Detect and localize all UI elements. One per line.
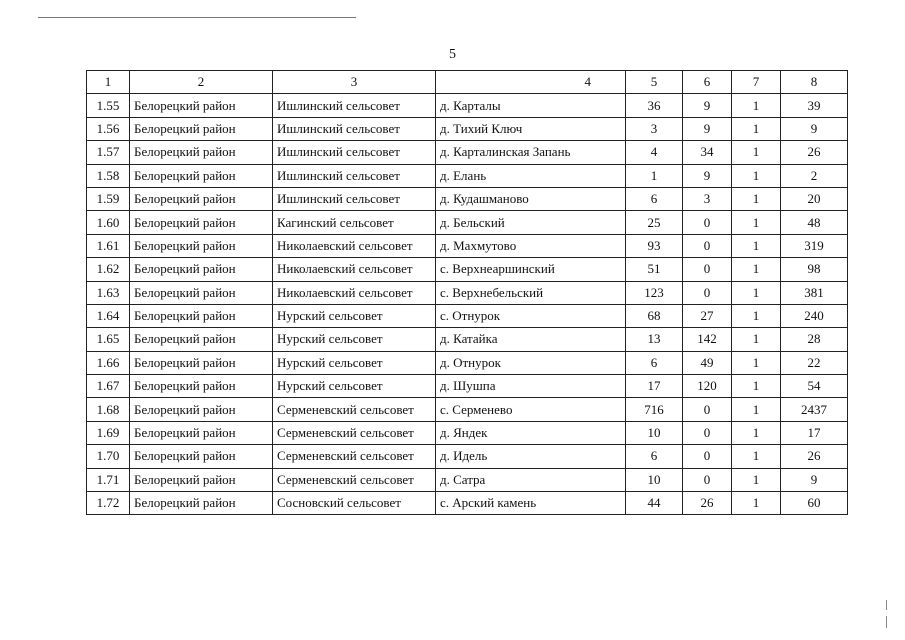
value-col5-cell: 93	[626, 234, 683, 257]
value-col7-cell: 1	[732, 375, 781, 398]
council-cell: Николаевский сельсовет	[273, 234, 436, 257]
district-cell: Белорецкий район	[130, 164, 273, 187]
council-cell: Ишлинский сельсовет	[273, 94, 436, 117]
value-col7-cell: 1	[732, 117, 781, 140]
council-cell: Нурский сельсовет	[273, 328, 436, 351]
district-cell: Белорецкий район	[130, 211, 273, 234]
district-cell: Белорецкий район	[130, 234, 273, 257]
value-col8-cell: 20	[781, 187, 848, 210]
row-number-cell: 1.70	[87, 445, 130, 468]
column-header: 2	[130, 71, 273, 94]
value-col7-cell: 1	[732, 351, 781, 374]
value-col6-cell: 0	[683, 421, 732, 444]
value-col8-cell: 9	[781, 117, 848, 140]
council-cell: Ишлинский сельсовет	[273, 164, 436, 187]
value-col6-cell: 120	[683, 375, 732, 398]
value-col7-cell: 1	[732, 492, 781, 515]
value-col7-cell: 1	[732, 398, 781, 421]
settlement-cell: с. Арский камень	[436, 492, 626, 515]
district-cell: Белорецкий район	[130, 468, 273, 491]
value-col5-cell: 17	[626, 375, 683, 398]
column-header: 4	[436, 71, 626, 94]
value-col6-cell: 0	[683, 445, 732, 468]
value-col5-cell: 716	[626, 398, 683, 421]
value-col6-cell: 0	[683, 468, 732, 491]
council-cell: Николаевский сельсовет	[273, 258, 436, 281]
settlement-cell: с. Серменево	[436, 398, 626, 421]
table-row	[87, 445, 848, 468]
value-col7-cell: 1	[732, 211, 781, 234]
table-row	[87, 468, 848, 491]
district-cell: Белорецкий район	[130, 187, 273, 210]
table-row	[87, 304, 848, 327]
value-col8-cell: 17	[781, 421, 848, 444]
row-number-cell: 1.60	[87, 211, 130, 234]
table-row	[87, 421, 848, 444]
value-col6-cell: 27	[683, 304, 732, 327]
value-col7-cell: 1	[732, 258, 781, 281]
value-col8-cell: 28	[781, 328, 848, 351]
column-header: 3	[273, 71, 436, 94]
district-cell: Белорецкий район	[130, 258, 273, 281]
row-number-cell: 1.55	[87, 94, 130, 117]
column-header: 7	[732, 71, 781, 94]
council-cell: Серменевский сельсовет	[273, 398, 436, 421]
settlement-cell: д. Тихий Ключ	[436, 117, 626, 140]
value-col6-cell: 0	[683, 398, 732, 421]
settlement-cell: д. Сатра	[436, 468, 626, 491]
value-col5-cell: 3	[626, 117, 683, 140]
row-number-cell: 1.72	[87, 492, 130, 515]
table-row	[87, 94, 848, 117]
value-col7-cell: 1	[732, 141, 781, 164]
value-col8-cell: 240	[781, 304, 848, 327]
row-number-cell: 1.67	[87, 375, 130, 398]
value-col7-cell: 1	[732, 281, 781, 304]
district-cell: Белорецкий район	[130, 304, 273, 327]
settlement-cell: д. Махмутово	[436, 234, 626, 257]
district-cell: Белорецкий район	[130, 492, 273, 515]
value-col6-cell: 9	[683, 94, 732, 117]
value-col7-cell: 1	[732, 328, 781, 351]
row-number-cell: 1.64	[87, 304, 130, 327]
settlement-cell: д. Елань	[436, 164, 626, 187]
district-cell: Белорецкий район	[130, 328, 273, 351]
scan-edge-mark	[886, 616, 887, 628]
value-col6-cell: 34	[683, 141, 732, 164]
value-col8-cell: 39	[781, 94, 848, 117]
value-col6-cell: 0	[683, 281, 732, 304]
table-row	[87, 164, 848, 187]
value-col7-cell: 1	[732, 94, 781, 117]
settlement-cell: с. Верхнебельский	[436, 281, 626, 304]
table-body	[87, 94, 848, 515]
value-col8-cell: 2437	[781, 398, 848, 421]
row-number-cell: 1.68	[87, 398, 130, 421]
value-col8-cell: 22	[781, 351, 848, 374]
council-cell: Серменевский сельсовет	[273, 468, 436, 491]
district-cell: Белорецкий район	[130, 375, 273, 398]
settlement-cell: с. Отнурок	[436, 304, 626, 327]
settlement-cell: д. Кудашманово	[436, 187, 626, 210]
value-col8-cell: 26	[781, 141, 848, 164]
table-row	[87, 211, 848, 234]
council-cell: Серменевский сельсовет	[273, 445, 436, 468]
table-row	[87, 141, 848, 164]
table-row	[87, 492, 848, 515]
settlement-table	[86, 70, 848, 515]
page-number: 5	[449, 47, 456, 62]
row-number-cell: 1.66	[87, 351, 130, 374]
row-number-cell: 1.59	[87, 187, 130, 210]
column-header: 1	[87, 71, 130, 94]
row-number-cell: 1.71	[87, 468, 130, 491]
row-number-cell: 1.63	[87, 281, 130, 304]
value-col7-cell: 1	[732, 468, 781, 491]
district-cell: Белорецкий район	[130, 351, 273, 374]
value-col5-cell: 25	[626, 211, 683, 234]
district-cell: Белорецкий район	[130, 117, 273, 140]
table-row	[87, 234, 848, 257]
value-col6-cell: 26	[683, 492, 732, 515]
table-row	[87, 375, 848, 398]
value-col6-cell: 49	[683, 351, 732, 374]
district-cell: Белорецкий район	[130, 94, 273, 117]
district-cell: Белорецкий район	[130, 445, 273, 468]
table-row	[87, 398, 848, 421]
value-col5-cell: 6	[626, 445, 683, 468]
value-col6-cell: 0	[683, 211, 732, 234]
value-col7-cell: 1	[732, 234, 781, 257]
value-col8-cell: 48	[781, 211, 848, 234]
top-rule-line	[38, 17, 356, 18]
value-col6-cell: 0	[683, 234, 732, 257]
council-cell: Ишлинский сельсовет	[273, 187, 436, 210]
table-row	[87, 281, 848, 304]
table-row	[87, 258, 848, 281]
value-col7-cell: 1	[732, 445, 781, 468]
column-header: 6	[683, 71, 732, 94]
scan-edge-mark	[886, 600, 887, 610]
district-cell: Белорецкий район	[130, 421, 273, 444]
value-col5-cell: 6	[626, 187, 683, 210]
table-row	[87, 351, 848, 374]
value-col6-cell: 0	[683, 258, 732, 281]
row-number-cell: 1.65	[87, 328, 130, 351]
value-col5-cell: 1	[626, 164, 683, 187]
value-col8-cell: 9	[781, 468, 848, 491]
value-col5-cell: 10	[626, 468, 683, 491]
value-col5-cell: 6	[626, 351, 683, 374]
value-col8-cell: 60	[781, 492, 848, 515]
value-col5-cell: 68	[626, 304, 683, 327]
value-col7-cell: 1	[732, 187, 781, 210]
table-header-row	[87, 71, 848, 94]
value-col5-cell: 44	[626, 492, 683, 515]
table-row	[87, 328, 848, 351]
settlement-cell: с. Верхнеаршинский	[436, 258, 626, 281]
settlement-cell: д. Карталинская Запань	[436, 141, 626, 164]
council-cell: Ишлинский сельсовет	[273, 141, 436, 164]
settlement-cell: д. Отнурок	[436, 351, 626, 374]
value-col6-cell: 9	[683, 117, 732, 140]
column-header: 8	[781, 71, 848, 94]
value-col5-cell: 13	[626, 328, 683, 351]
value-col7-cell: 1	[732, 421, 781, 444]
value-col6-cell: 9	[683, 164, 732, 187]
row-number-cell: 1.61	[87, 234, 130, 257]
settlement-cell: д. Яндек	[436, 421, 626, 444]
council-cell: Нурский сельсовет	[273, 304, 436, 327]
council-cell: Кагинский сельсовет	[273, 211, 436, 234]
council-cell: Николаевский сельсовет	[273, 281, 436, 304]
value-col5-cell: 36	[626, 94, 683, 117]
council-cell: Нурский сельсовет	[273, 351, 436, 374]
value-col8-cell: 98	[781, 258, 848, 281]
settlement-cell: д. Идель	[436, 445, 626, 468]
council-cell: Серменевский сельсовет	[273, 421, 436, 444]
district-cell: Белорецкий район	[130, 281, 273, 304]
column-header: 5	[626, 71, 683, 94]
row-number-cell: 1.62	[87, 258, 130, 281]
value-col5-cell: 4	[626, 141, 683, 164]
value-col8-cell: 381	[781, 281, 848, 304]
value-col6-cell: 3	[683, 187, 732, 210]
district-cell: Белорецкий район	[130, 398, 273, 421]
settlement-cell: д. Шушпа	[436, 375, 626, 398]
value-col6-cell: 142	[683, 328, 732, 351]
row-number-cell: 1.58	[87, 164, 130, 187]
council-cell: Ишлинский сельсовет	[273, 117, 436, 140]
table-row	[87, 187, 848, 210]
district-cell: Белорецкий район	[130, 141, 273, 164]
council-cell: Сосновский сельсовет	[273, 492, 436, 515]
row-number-cell: 1.69	[87, 421, 130, 444]
value-col7-cell: 1	[732, 304, 781, 327]
value-col5-cell: 10	[626, 421, 683, 444]
table-row	[87, 117, 848, 140]
value-col5-cell: 123	[626, 281, 683, 304]
value-col8-cell: 2	[781, 164, 848, 187]
value-col7-cell: 1	[732, 164, 781, 187]
value-col5-cell: 51	[626, 258, 683, 281]
row-number-cell: 1.56	[87, 117, 130, 140]
value-col8-cell: 54	[781, 375, 848, 398]
settlement-cell: д. Бельский	[436, 211, 626, 234]
value-col8-cell: 319	[781, 234, 848, 257]
settlement-cell: д. Катайка	[436, 328, 626, 351]
row-number-cell: 1.57	[87, 141, 130, 164]
settlement-cell: д. Карталы	[436, 94, 626, 117]
value-col8-cell: 26	[781, 445, 848, 468]
council-cell: Нурский сельсовет	[273, 375, 436, 398]
